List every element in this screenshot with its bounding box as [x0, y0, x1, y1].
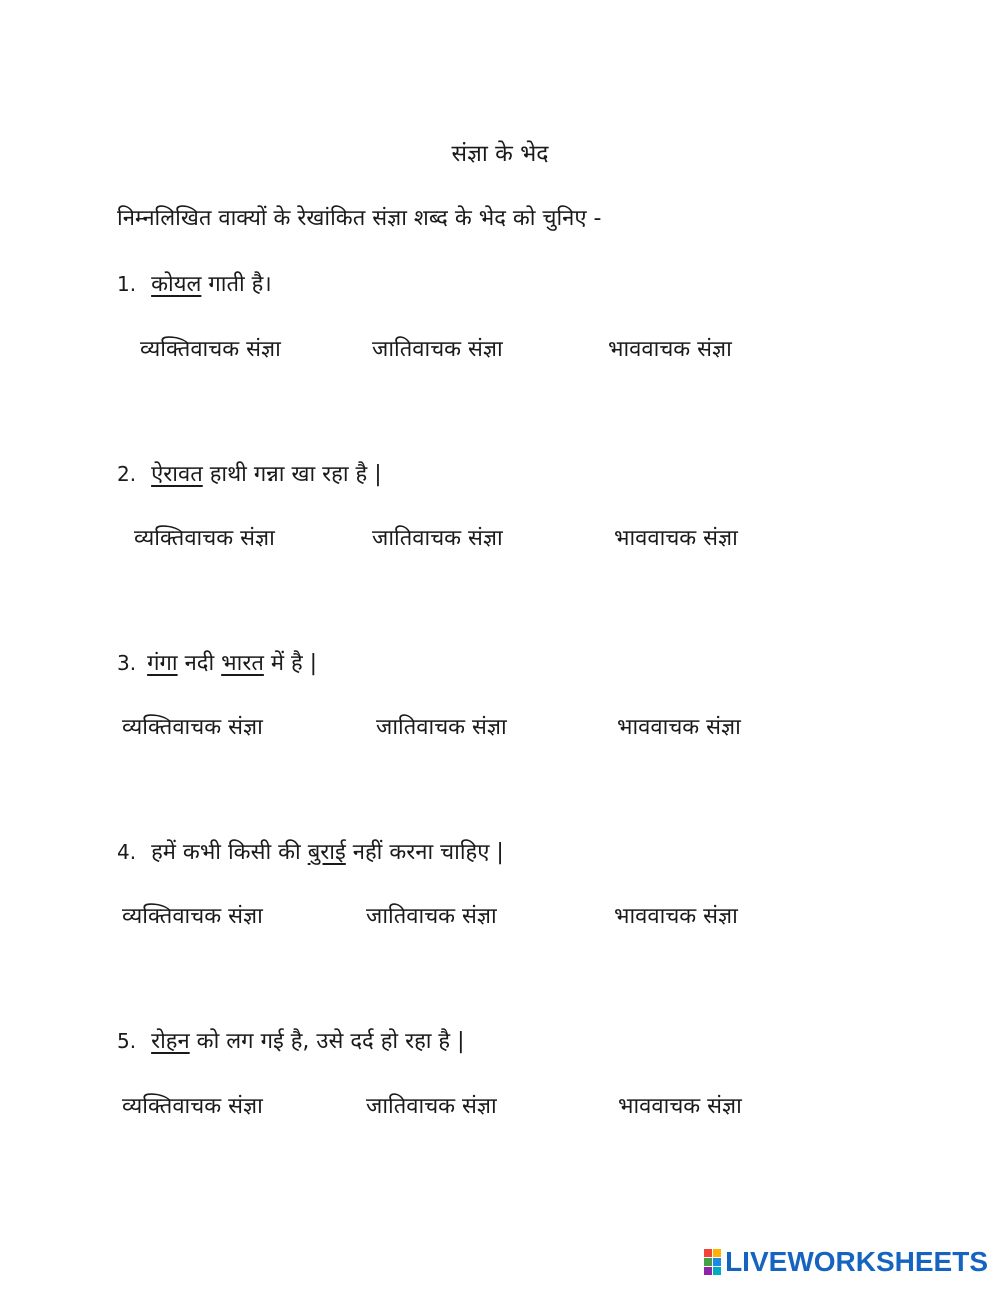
underlined-noun: रोहन — [151, 1029, 190, 1054]
q1-option-abstract-noun[interactable]: भाववाचक संज्ञा — [608, 337, 732, 362]
q4-option-proper-noun[interactable]: व्यक्तिवाचक संज्ञा — [122, 904, 263, 929]
question-number: 5. — [117, 1029, 137, 1053]
q4-option-abstract-noun[interactable]: भाववाचक संज्ञा — [614, 904, 738, 929]
q2-option-proper-noun[interactable]: व्यक्तिवाचक संज्ञा — [134, 526, 275, 551]
page-title: संज्ञा के भेद — [451, 141, 549, 167]
logo-text-suffix: WORKSHEETS — [787, 1246, 988, 1277]
q5-option-abstract-noun[interactable]: भाववाचक संज्ञा — [618, 1094, 742, 1119]
logo-tile — [704, 1267, 712, 1275]
question-text: को लग गई है, उसे दर्द हो रहा है | — [189, 1029, 465, 1054]
question-text-pre: हमें कभी किसी की — [151, 840, 308, 865]
q1-option-common-noun[interactable]: जातिवाचक संज्ञा — [372, 337, 503, 362]
question-number: 2. — [117, 462, 137, 486]
q2-option-common-noun[interactable]: जातिवाचक संज्ञा — [372, 526, 503, 551]
logo-tile — [713, 1258, 721, 1266]
question-number: 3. — [117, 651, 137, 675]
instruction-text: निम्नलिखित वाक्यों के रेखांकित संज्ञा शब्द के भेद को चुनिए - — [117, 206, 602, 231]
logo-text — [725, 1246, 988, 1278]
question-2 — [117, 458, 382, 488]
underlined-noun: ऐरावत — [151, 462, 203, 487]
underlined-noun-1: गंगा — [147, 651, 178, 676]
logo-tile — [704, 1249, 712, 1257]
question-number: 1. — [117, 272, 137, 296]
question-number: 4. — [117, 840, 137, 864]
question-3 — [117, 647, 317, 677]
liveworksheets-logo — [704, 1247, 988, 1277]
question-text-post: में है | — [263, 651, 318, 676]
question-1 — [117, 268, 272, 298]
q4-option-common-noun[interactable]: जातिवाचक संज्ञा — [366, 904, 497, 929]
logo-tiles-icon — [704, 1249, 721, 1275]
logo-text-prefix: LIVE — [725, 1246, 788, 1277]
underlined-noun: कोयल — [151, 272, 202, 297]
question-text: नदी — [177, 651, 222, 676]
q5-option-common-noun[interactable]: जातिवाचक संज्ञा — [366, 1094, 497, 1119]
q2-option-abstract-noun[interactable]: भाववाचक संज्ञा — [614, 526, 738, 551]
question-text: हाथी गन्ना खा रहा है | — [202, 462, 382, 487]
logo-tile — [713, 1267, 721, 1275]
underlined-noun: बुराई — [307, 840, 346, 865]
question-text: गाती है। — [201, 272, 272, 297]
question-5 — [117, 1025, 465, 1055]
underlined-noun-2: भारत — [221, 651, 264, 676]
q3-option-common-noun[interactable]: जातिवाचक संज्ञा — [376, 715, 507, 740]
q3-option-abstract-noun[interactable]: भाववाचक संज्ञा — [617, 715, 741, 740]
logo-tile — [704, 1258, 712, 1266]
question-4 — [117, 836, 504, 866]
question-text: नहीं करना चाहिए | — [345, 840, 504, 865]
logo-tile — [713, 1249, 721, 1257]
q1-option-proper-noun[interactable]: व्यक्तिवाचक संज्ञा — [140, 337, 281, 362]
q5-option-proper-noun[interactable]: व्यक्तिवाचक संज्ञा — [122, 1094, 263, 1119]
q3-option-proper-noun[interactable]: व्यक्तिवाचक संज्ञा — [122, 715, 263, 740]
